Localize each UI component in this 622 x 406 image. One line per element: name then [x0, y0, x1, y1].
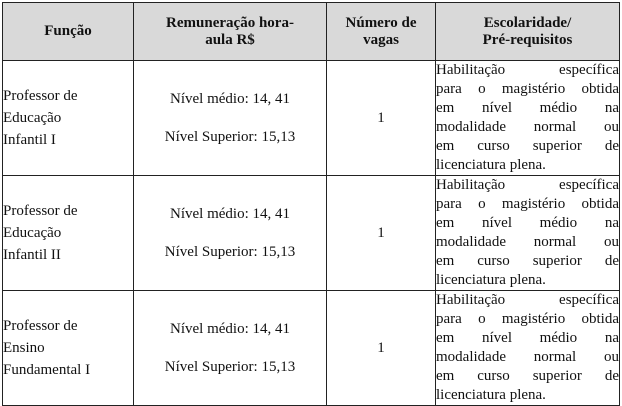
requisitos-cell — [436, 176, 620, 291]
funcao-line: Ensino — [3, 340, 45, 356]
requisitos-line: em nível médio na — [436, 100, 619, 116]
requisitos-line: em curso superior de — [436, 253, 619, 269]
requisitos-line: para o magistério obtida — [436, 81, 619, 97]
funcao-cell — [3, 176, 134, 291]
vagas-cell — [327, 61, 436, 176]
funcao-line: Educação — [3, 110, 62, 126]
requisitos-line: modalidade normal ou — [436, 234, 619, 250]
requisitos-line: Habilitação específica — [436, 62, 619, 78]
funcao-line: Professor de — [3, 203, 78, 219]
header-remuneracao — [134, 3, 327, 61]
remuneracao-cell — [134, 291, 327, 406]
remuneracao-cell — [134, 176, 327, 291]
requisitos-line: modalidade normal ou — [436, 349, 619, 365]
requisitos-line: para o magistério obtida — [436, 311, 619, 327]
requisitos-line: licenciatura plena. — [436, 157, 546, 173]
header-row — [3, 3, 620, 61]
header-escolaridade — [436, 3, 620, 61]
table-row — [3, 291, 620, 406]
funcao-line: Fundamental I — [3, 362, 91, 378]
header-funcao — [3, 3, 134, 61]
funcao-cell — [3, 291, 134, 406]
requisitos-line: em nível médio na — [436, 330, 619, 346]
vagas-cell — [327, 291, 436, 406]
requisitos-line: licenciatura plena. — [436, 272, 546, 288]
requisitos-line: em nível médio na — [436, 215, 619, 231]
table-row — [3, 176, 620, 291]
remuneracao-medio: Nível médio: 14, 41 — [170, 206, 290, 222]
requisitos-line: Habilitação específica — [436, 292, 619, 308]
funcao-line: Professor de — [3, 318, 78, 334]
vagas-value: 1 — [377, 224, 385, 241]
header-vagas-line1: Número de — [345, 14, 417, 31]
vagas-cell — [327, 176, 436, 291]
remuneracao-medio: Nível médio: 14, 41 — [170, 91, 290, 107]
requisitos-line: licenciatura plena. — [436, 387, 546, 403]
funcao-line: Infantil I — [3, 132, 56, 148]
header-remuneracao-line1: Remuneração hora- — [166, 14, 294, 31]
requisitos-line: em curso superior de — [436, 138, 619, 154]
remuneracao-superior: Nível Superior: 15,13 — [164, 129, 296, 145]
vagas-value: 1 — [377, 339, 385, 356]
requisitos-cell — [436, 61, 620, 176]
requisitos-line: Habilitação específica — [436, 177, 619, 193]
remuneracao-medio: Nível médio: 14, 41 — [170, 321, 290, 337]
header-funcao-text: Função — [44, 23, 92, 39]
vagas-value: 1 — [377, 109, 385, 126]
remuneracao-superior: Nível Superior: 15,13 — [164, 359, 296, 375]
requisitos-line: modalidade normal ou — [436, 119, 619, 135]
header-escolaridade-line1: Escolaridade/ — [483, 14, 572, 31]
table-row — [3, 61, 620, 176]
funcao-cell — [3, 61, 134, 176]
positions-table — [2, 2, 620, 406]
header-vagas-line2: vagas — [363, 31, 399, 48]
requisitos-cell — [436, 291, 620, 406]
remuneracao-superior: Nível Superior: 15,13 — [164, 244, 296, 260]
funcao-line: Professor de — [3, 88, 78, 104]
requisitos-line: para o magistério obtida — [436, 196, 619, 212]
funcao-line: Infantil II — [3, 247, 61, 263]
funcao-line: Educação — [3, 225, 62, 241]
header-remuneracao-line2: aula R$ — [205, 31, 255, 48]
header-escolaridade-line2: Pré-requisitos — [482, 31, 573, 48]
remuneracao-cell — [134, 61, 327, 176]
header-vagas — [327, 3, 436, 61]
requisitos-line: em curso superior de — [436, 368, 619, 384]
